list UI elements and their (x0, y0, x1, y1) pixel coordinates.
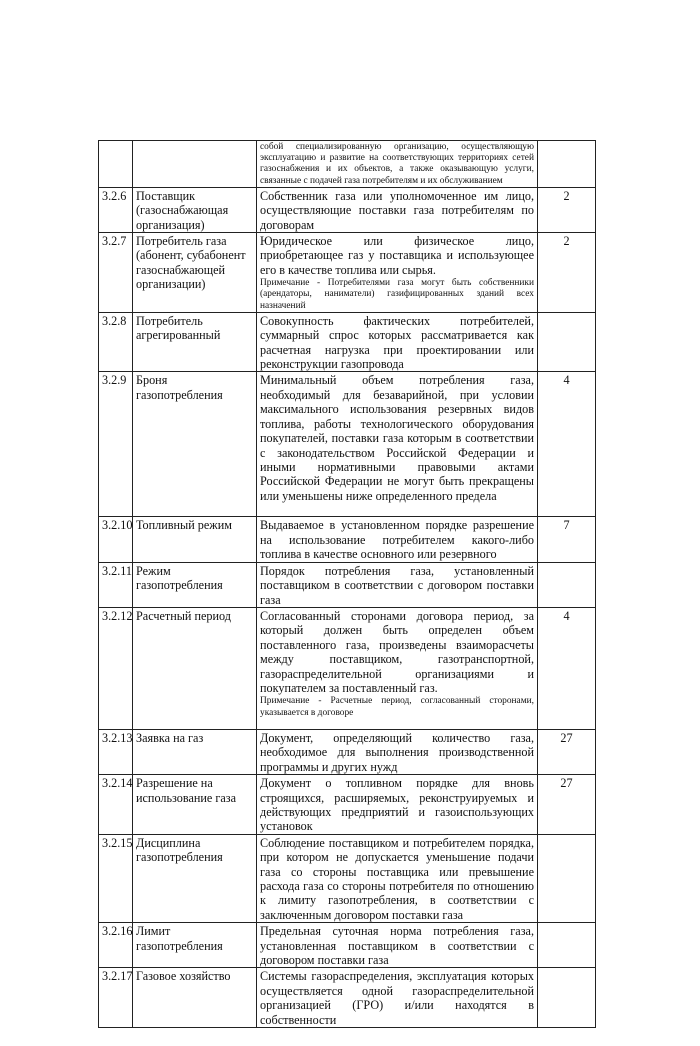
term-name: Газовое хозяйство (136, 969, 231, 984)
term-number-cell (99, 312, 133, 372)
term-name-cell (133, 968, 257, 1028)
term-name-cell (133, 233, 257, 313)
term-reference: 2 (563, 234, 570, 249)
term-reference-cell (538, 968, 596, 1028)
term-row (99, 517, 596, 562)
term-note: Примечание - Расчетные период, согласованный сторонами, указывается в договоре (260, 696, 534, 718)
term-number: 3.2.15 (102, 835, 133, 850)
term-name: Топливный режим (136, 518, 232, 533)
term-definition-cell (257, 372, 538, 517)
term-number-cell (99, 187, 133, 232)
term-row (99, 968, 596, 1028)
term-name: Режим газопотребления (136, 563, 223, 593)
term-definition-cell (257, 187, 538, 232)
term-number-cell (99, 517, 133, 562)
term-definition: Соблюдение поставщиком и потребителем порядка, при котором не допускается уменьшение подачи газа со стороны поставщика или превышение расхода газа со стороны потребителя по отношению к лимиту газопотребления, в соответствии с заключенным договором поставки газа (260, 835, 534, 922)
term-definition: Предельная суточная норма потребления газа, установленная поставщиком в соответствии с договором поставки газа (260, 924, 534, 968)
term-definition: Выдаваемое в установленном порядке разрешение на использование потребителем какого-либо топлива в качестве основного или резервного (260, 518, 534, 562)
term-reference-cell (538, 775, 596, 835)
term-name-cell (133, 923, 257, 968)
term-definition-cell (257, 562, 538, 607)
term-reference: 7 (563, 518, 570, 533)
continuation-definition: собой специализированную организацию, осуществляющую эксплуатацию и развитие на соответствующих территориях сетей газоснабжения и их объектов, а также оказывающую услуги, связанные с подачей газа потребителям и их обслуживанием (260, 142, 534, 186)
term-name: Расчетный период (136, 608, 231, 623)
term-row (99, 729, 596, 774)
term-definition: Совокупность фактических потребителей, суммарный спрос которых рассматривается как расчетная нагрузка при проектировании или реконструкции газопровода (260, 313, 534, 372)
term-definition: Документ, определяющий количество газа, необходимое для выполнения производственной программы и других нужд (260, 730, 534, 774)
term-row (99, 372, 596, 517)
continuation-number-cell (99, 141, 133, 188)
terms-table (98, 140, 596, 1028)
term-number-cell (99, 775, 133, 835)
term-name: Дисциплина газопотребления (136, 835, 223, 865)
term-name: Разрешение на использование газа (136, 776, 236, 805)
term-reference-cell (538, 187, 596, 232)
term-number: 3.2.7 (102, 234, 127, 249)
term-definition: Системы газораспределения, эксплуатация которых осуществляется одной газораспределительной организацией (ГРО) и/или находятся в собственности (260, 969, 534, 1027)
term-definition-cell (257, 233, 538, 313)
term-number-cell (99, 233, 133, 313)
term-row (99, 775, 596, 835)
term-number: 3.2.6 (102, 188, 127, 203)
term-number: 3.2.14 (102, 776, 133, 791)
term-definition: Минимальный объем потребления газа, необходимый для безаварийной, при условии максимального использования резервных видов топлива, работы технологического оборудования покупателей, поставки газа которым в соответствии с законодательством Российской Федерации и иными нормативными правовыми актами Российской Федерации не могут быть прекращены или уменьшены ниже определенного предела (260, 373, 534, 503)
term-row (99, 312, 596, 372)
term-reference-cell (538, 729, 596, 774)
term-name-cell (133, 517, 257, 562)
term-definition-cell (257, 312, 538, 372)
continuation-definition-cell (257, 141, 538, 188)
term-reference: 27 (560, 776, 573, 791)
term-name-cell (133, 729, 257, 774)
term-name-cell (133, 834, 257, 922)
term-definition: Порядок потребления газа, установленный поставщиком в соответствии с договором поставки газа (260, 563, 534, 607)
term-number: 3.2.11 (102, 563, 133, 578)
term-reference-cell (538, 562, 596, 607)
term-number: 3.2.9 (102, 373, 127, 388)
term-reference: 27 (560, 730, 573, 745)
terms-table-body (99, 141, 596, 1028)
term-reference-cell (538, 923, 596, 968)
term-definition-cell (257, 775, 538, 835)
term-number: 3.2.8 (102, 313, 127, 328)
term-name: Лимит газопотребления (136, 924, 223, 953)
term-definition-cell (257, 607, 538, 729)
term-definition: Документ о топливном порядке для вновь строящихся, расширяемых, реконструируемых и действующих предприятий и газоиспользующих установок (260, 776, 534, 834)
term-number-cell (99, 834, 133, 922)
term-definition-cell (257, 517, 538, 562)
term-definition: Согласованный сторонами договора период, за который должен быть определен объем поставленного газа, произведены взаиморасчеты между поставщиком, газотранспортной, газораспределительной организациями и покупателем за поставленный газ. (260, 608, 534, 695)
term-number-cell (99, 968, 133, 1028)
term-reference-cell (538, 517, 596, 562)
term-reference-cell (538, 607, 596, 729)
term-reference: 2 (563, 188, 570, 203)
term-reference-cell (538, 312, 596, 372)
term-name: Броня газопотребления (136, 373, 223, 402)
term-name: Потребитель газа (абонент, субабонент газоснабжающей организации) (136, 234, 246, 292)
term-name-cell (133, 607, 257, 729)
term-number: 3.2.17 (102, 969, 133, 984)
term-name-cell (133, 372, 257, 517)
term-number: 3.2.16 (102, 924, 133, 939)
continuation-row (99, 141, 596, 188)
term-number-cell (99, 729, 133, 774)
term-definition-cell (257, 729, 538, 774)
term-name-cell (133, 312, 257, 372)
term-name: Потребитель агрегированный (136, 313, 221, 343)
term-name-cell (133, 775, 257, 835)
term-name-cell (133, 562, 257, 607)
term-definition-cell (257, 968, 538, 1028)
term-name-cell (133, 187, 257, 232)
continuation-reference-cell (538, 141, 596, 188)
term-number: 3.2.13 (102, 730, 133, 745)
term-reference-cell (538, 372, 596, 517)
term-number-cell (99, 562, 133, 607)
continuation-term-cell (133, 141, 257, 188)
term-row (99, 187, 596, 232)
term-number: 3.2.10 (102, 518, 133, 533)
term-reference: 4 (563, 608, 570, 623)
term-row (99, 607, 596, 729)
term-definition-cell (257, 834, 538, 922)
term-number-cell (99, 372, 133, 517)
term-reference-cell (538, 834, 596, 922)
term-definition-cell (257, 923, 538, 968)
term-row (99, 923, 596, 968)
term-definition: Собственник газа или уполномоченное им лицо, осуществляющие поставки газа потребителям по договорам (260, 188, 534, 232)
term-number: 3.2.12 (102, 608, 133, 623)
term-number-cell (99, 607, 133, 729)
term-number-cell (99, 923, 133, 968)
term-name: Поставщик (газоснабжающая организация) (136, 188, 229, 232)
term-row (99, 562, 596, 607)
term-row (99, 834, 596, 922)
term-row (99, 233, 596, 313)
term-definition: Юридическое или физическое лицо, приобретающее газ у поставщика и использующее его в качестве топлива или сырья. (260, 234, 534, 277)
term-name: Заявка на газ (136, 730, 204, 745)
term-note: Примечание - Потребителями газа могут быть собственники (арендаторы, наниматели) газифицированных зданий всех назначений (260, 278, 534, 311)
term-reference-cell (538, 233, 596, 313)
term-reference: 4 (563, 373, 570, 388)
